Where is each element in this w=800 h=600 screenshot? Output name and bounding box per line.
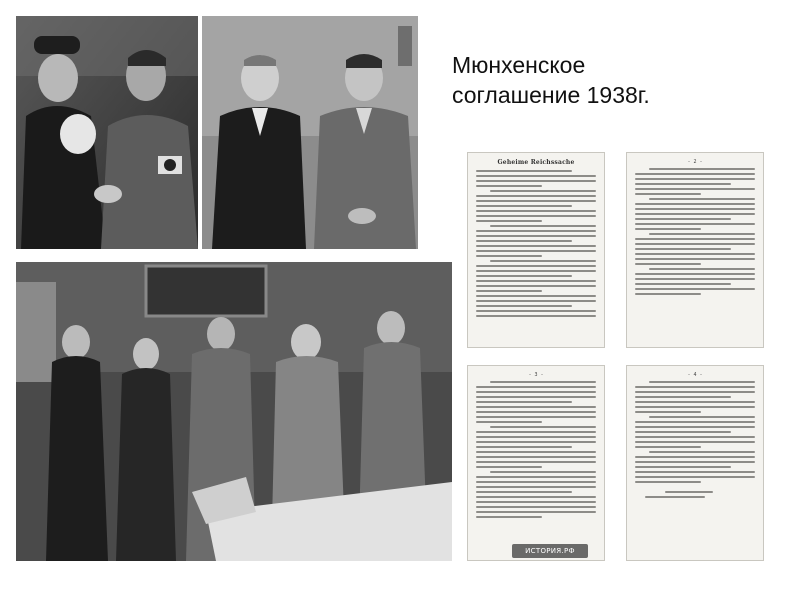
photo-group [16,262,452,561]
document-page-2 [626,152,764,348]
photo-portrait [202,16,418,249]
photo-handshake [16,16,198,249]
watermark-logo: ИСТОРИЯ.РФ [512,544,588,558]
document-page-number: - 3 - [528,372,544,378]
slide-title-line-1: Мюнхенское [452,52,586,78]
document-page-number: - 2 - [687,159,703,165]
slide-title [452,50,782,110]
slide-title-line-2: соглашение 1938г. [452,82,650,108]
document-page-4 [626,365,764,561]
document-header: Geheime Reichssache [497,159,575,166]
document-page-3 [467,365,605,561]
document-page-1 [467,152,605,348]
document-page-number: - 4 - [687,372,703,378]
